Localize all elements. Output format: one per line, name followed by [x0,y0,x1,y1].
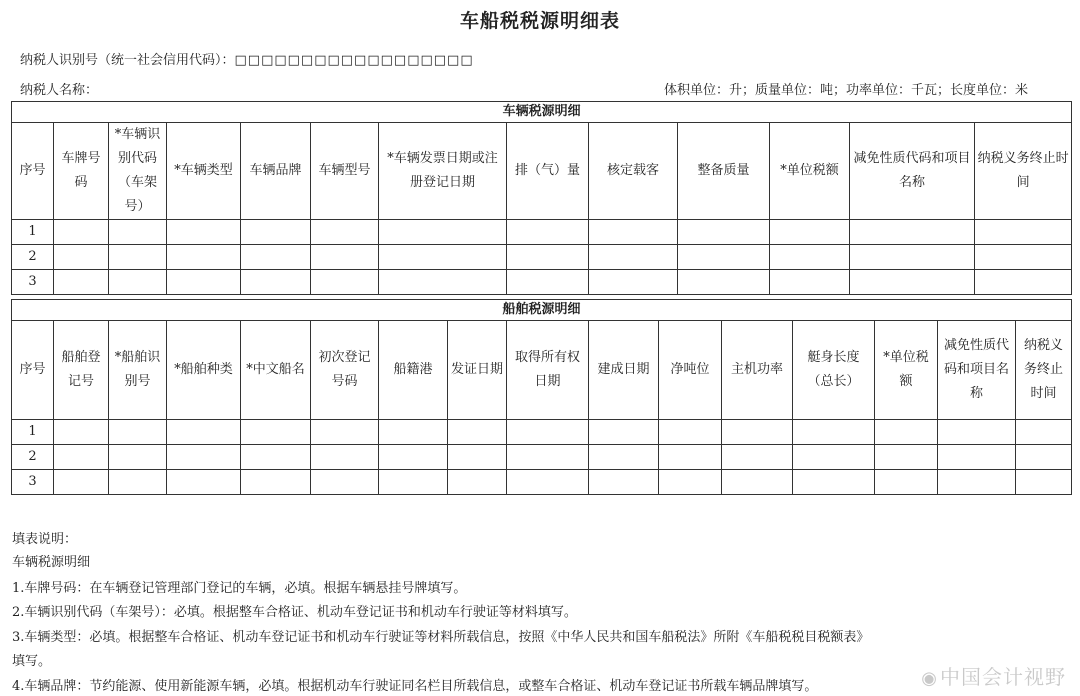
ship-input-cell[interactable] [938,470,1016,495]
ship-header-cell: 主机功率 [722,321,793,420]
ship-table-row [12,470,1072,495]
ship-header-cell: *船舶识别号 [109,321,167,420]
ship-header-cell: *船舶种类 [167,321,241,420]
ship-input-cell[interactable] [793,445,875,470]
vehicle-header-cell: 纳税义务终止时间 [975,123,1072,220]
vehicle-input-cell[interactable] [54,270,109,295]
vehicle-input-cell[interactable] [589,270,678,295]
ship-input-cell[interactable] [109,445,167,470]
vehicle-input-cell[interactable] [589,220,678,245]
ship-input-cell[interactable] [589,420,659,445]
ship-header-cell: *单位税额 [875,321,938,420]
vehicle-table-row [12,245,1072,270]
vehicle-input-cell[interactable] [589,245,678,270]
ship-input-cell[interactable] [938,445,1016,470]
ship-header-cell: 减免性质代码和项目名称 [938,321,1016,420]
ship-input-cell[interactable] [589,445,659,470]
vehicle-row-number: 1 [12,220,54,245]
vehicle-input-cell[interactable] [975,270,1072,295]
ship-input-cell[interactable] [659,420,722,445]
ship-input-cell[interactable] [241,470,311,495]
ship-input-cell[interactable] [167,470,241,495]
vehicle-input-cell[interactable] [167,220,241,245]
weibo-icon: ◉ [921,668,938,689]
taxpayer-id-line [20,49,474,68]
ship-header-cell: 发证日期 [448,321,507,420]
vehicle-header-cell: *车辆识别代码（车架号） [109,123,167,220]
ship-table-row [12,445,1072,470]
ship-input-cell[interactable] [241,420,311,445]
ship-row-number: 2 [12,445,54,470]
ship-input-cell[interactable] [589,470,659,495]
ship-header-cell: 纳税义务终止时间 [1016,321,1072,420]
ship-input-cell[interactable] [109,470,167,495]
watermark-text: 中国会计视野 [940,665,1066,689]
vehicle-header-row [12,123,1072,220]
ship-input-cell[interactable] [448,420,507,445]
vehicle-row-number: 3 [12,270,54,295]
ship-input-cell[interactable] [507,420,589,445]
note-item: 3.车辆类型：必填。根据整车合格证、机动车登记证书和机动车行驶证等材料所载信息，按照《中华人民共和国车船税法》所附《车船税税目税额表》 [12,630,870,645]
vehicle-header-cell: 排（气）量 [507,123,589,220]
vehicle-input-cell[interactable] [241,220,311,245]
ship-input-cell[interactable] [722,445,793,470]
ship-header-cell: 初次登记号码 [311,321,379,420]
vehicle-input-cell[interactable] [850,220,975,245]
vehicle-input-cell[interactable] [850,270,975,295]
notes-subheading: 车辆税源明细 [12,555,91,570]
ship-table-row [12,420,1072,445]
ship-input-cell[interactable] [875,420,938,445]
vehicle-input-cell[interactable] [770,245,850,270]
vehicle-header-cell: 减免性质代码和项目名称 [850,123,975,220]
ship-header-cell: 船籍港 [379,321,448,420]
taxpayer-name-label: 纳税人名称： [20,83,99,98]
units-note: 体积单位：升；质量单位：吨；功率单位：千瓦；长度单位：米 [663,83,1028,98]
ship-input-cell[interactable] [722,420,793,445]
vehicle-input-cell[interactable] [678,245,770,270]
vehicle-input-cell[interactable] [507,270,589,295]
vehicle-input-cell[interactable] [379,245,507,270]
ship-header-row [12,321,1072,420]
form-title: 车船税税源明细表 [459,10,620,32]
note-item: 4.车辆品牌：节约能源、使用新能源车辆，必填。根据机动车行驶证同名栏目所载信息，或整车合格证、机动车登记证书所载车辆品牌填写。 [12,679,818,694]
vehicle-input-cell[interactable] [311,270,379,295]
vehicle-input-cell[interactable] [167,245,241,270]
vehicle-input-cell[interactable] [54,220,109,245]
ship-header-cell: 船舶登记号 [54,321,109,420]
vehicle-input-cell[interactable] [379,220,507,245]
ship-input-cell[interactable] [54,445,109,470]
vehicle-input-cell[interactable] [507,220,589,245]
vehicle-input-cell[interactable] [241,270,311,295]
ship-header-cell: 净吨位 [659,321,722,420]
ship-section-title: 船舶税源明细 [12,300,1072,321]
ship-input-cell[interactable] [379,420,448,445]
vehicle-input-cell[interactable] [379,270,507,295]
ship-input-cell[interactable] [448,470,507,495]
ship-row-number: 1 [12,420,54,445]
vehicle-input-cell[interactable] [678,270,770,295]
vehicle-input-cell[interactable] [109,220,167,245]
vehicle-header-cell: *单位税额 [770,123,850,220]
vehicle-input-cell[interactable] [507,245,589,270]
vehicle-header-cell: 车辆品牌 [241,123,311,220]
ship-input-cell[interactable] [793,470,875,495]
ship-input-cell[interactable] [507,470,589,495]
ship-input-cell[interactable] [167,445,241,470]
ship-tax-table [11,299,1072,495]
vehicle-input-cell[interactable] [975,220,1072,245]
vehicle-table-row [12,270,1072,295]
notes-heading: 填表说明： [12,532,78,547]
ship-input-cell[interactable] [938,420,1016,445]
vehicle-input-cell[interactable] [850,245,975,270]
ship-input-cell[interactable] [109,420,167,445]
ship-input-cell[interactable] [875,470,938,495]
vehicle-header-cell: 序号 [12,123,54,220]
vehicle-input-cell[interactable] [311,220,379,245]
ship-header-cell: 建成日期 [589,321,659,420]
ship-input-cell[interactable] [379,445,448,470]
ship-input-cell[interactable] [1016,470,1072,495]
ship-input-cell[interactable] [54,470,109,495]
vehicle-input-cell[interactable] [54,245,109,270]
ship-input-cell[interactable] [722,470,793,495]
ship-input-cell[interactable] [311,420,379,445]
vehicle-row-number: 2 [12,245,54,270]
ship-input-cell[interactable] [311,445,379,470]
note-item: 填写。 [12,654,52,669]
ship-input-cell[interactable] [448,445,507,470]
vehicle-input-cell[interactable] [241,245,311,270]
ship-header-cell: *中文船名 [241,321,311,420]
vehicle-header-cell: *车辆发票日期或注册登记日期 [379,123,507,220]
watermark [921,661,1066,690]
note-item: 1.车牌号码：在车辆登记管理部门登记的车辆，必填。根据车辆悬挂号牌填写。 [12,581,467,596]
vehicle-input-cell[interactable] [311,245,379,270]
ship-input-cell[interactable] [167,420,241,445]
vehicle-input-cell[interactable] [109,270,167,295]
ship-header-cell: 序号 [12,321,54,420]
taxpayer-id-boxes: □□□□□□□□□□□□□□□□□□ [234,53,474,68]
ship-input-cell[interactable] [659,445,722,470]
vehicle-input-cell[interactable] [167,270,241,295]
vehicle-header-cell: 核定载客 [589,123,678,220]
ship-input-cell[interactable] [379,470,448,495]
vehicle-header-cell: 整备质量 [678,123,770,220]
vehicle-input-cell[interactable] [975,245,1072,270]
vehicle-input-cell[interactable] [770,270,850,295]
ship-input-cell[interactable] [875,445,938,470]
ship-input-cell[interactable] [311,470,379,495]
ship-input-cell[interactable] [659,470,722,495]
ship-input-cell[interactable] [241,445,311,470]
vehicle-header-cell: 车辆型号 [311,123,379,220]
ship-header-cell: 艇身长度（总长） [793,321,875,420]
ship-row-number: 3 [12,470,54,495]
vehicle-header-cell: 车牌号码 [54,123,109,220]
vehicle-table-row [12,220,1072,245]
ship-input-cell[interactable] [1016,420,1072,445]
vehicle-section-title: 车辆税源明细 [12,102,1072,123]
vehicle-input-cell[interactable] [678,220,770,245]
ship-input-cell[interactable] [1016,445,1072,470]
ship-input-cell[interactable] [54,420,109,445]
vehicle-tax-table [11,101,1072,295]
vehicle-input-cell[interactable] [770,220,850,245]
taxpayer-id-label: 纳税人识别号（统一社会信用代码）： [20,53,235,68]
vehicle-header-cell: *车辆类型 [167,123,241,220]
vehicle-input-cell[interactable] [109,245,167,270]
note-item: 2.车辆识别代码（车架号）：必填。根据整车合格证、机动车登记证书和机动车行驶证等材料填写。 [12,605,577,620]
ship-header-cell: 取得所有权日期 [507,321,589,420]
ship-input-cell[interactable] [793,420,875,445]
ship-input-cell[interactable] [507,445,589,470]
